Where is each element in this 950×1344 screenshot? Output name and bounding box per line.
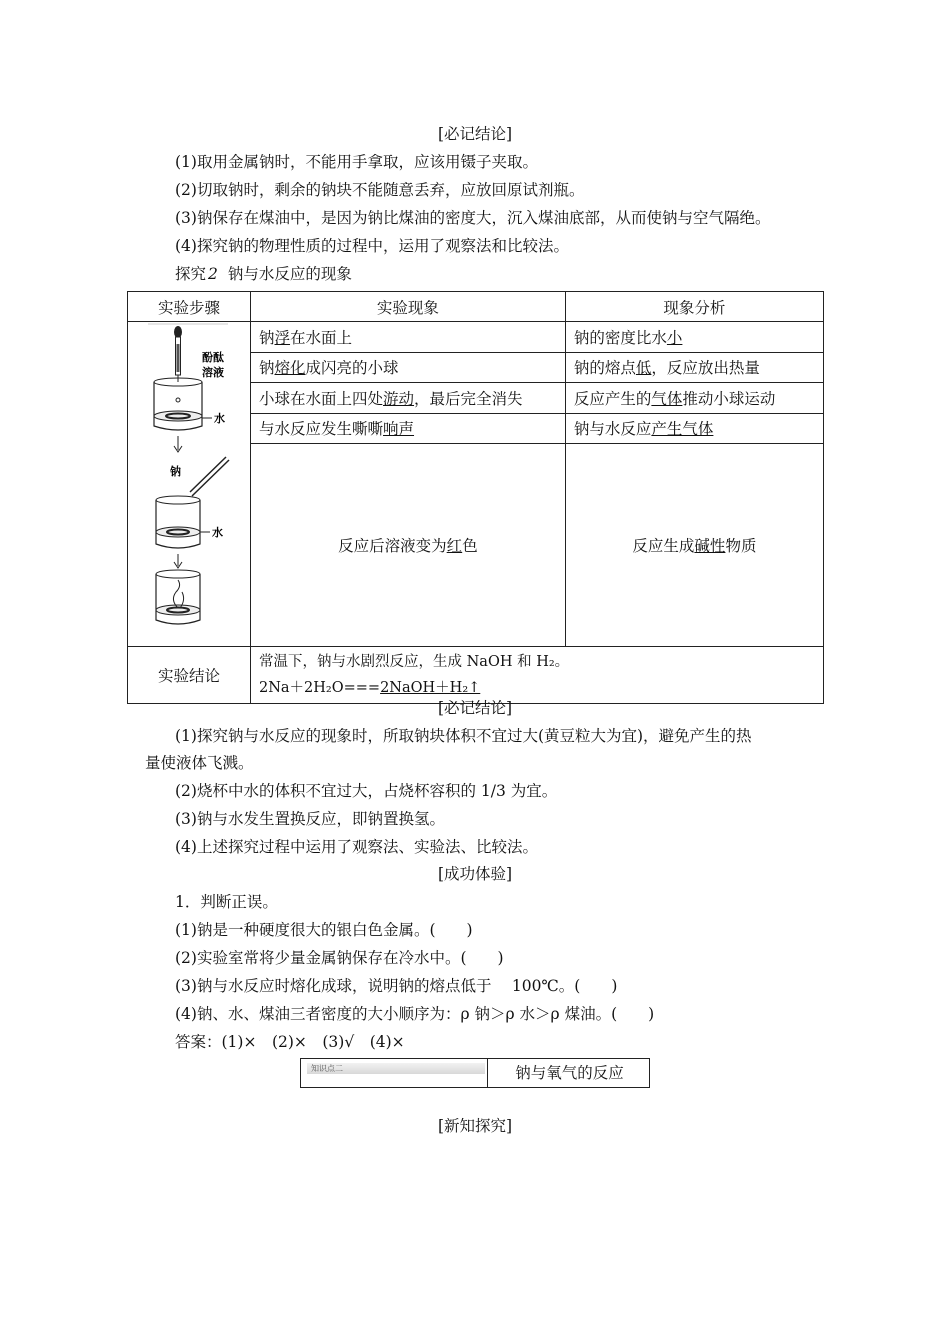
cell-text: 钠 (259, 359, 275, 378)
experiment-apparatus-figure (128, 322, 250, 642)
cell-text: 成闪亮的小球 (305, 359, 399, 378)
keyword: 红 (446, 537, 463, 556)
header-phenomena: 实验现象 (251, 292, 566, 322)
phenomenon-cell (251, 413, 566, 444)
beaker-icon (154, 378, 202, 430)
cell-text: 钠的密度比水 (573, 328, 667, 347)
cell-text: ，最后完全消失 (414, 389, 523, 408)
question-item: (4)钠、水、煤油三者密度的大小顺序为：ρ 钠＞ρ 水＞ρ 煤油。( ) (175, 1005, 655, 1023)
analysis-cell (565, 352, 823, 383)
conclusion-item: (4)上述探究过程中运用了观察法、实验法、比较法。 (175, 838, 538, 856)
keyword: 碱性 (694, 537, 726, 556)
conclusion-item-continued: 量使液体飞溅。 (145, 754, 254, 772)
conclusion-item: (4)探究钠的物理性质的过程中，运用了观察法和比较法。 (175, 237, 569, 255)
conclusion-item: (3)钠保存在煤油中，是因为钠比煤油的密度大，沉入煤油底部，从而使钠与空气隔绝。 (175, 209, 771, 227)
dropper-icon (174, 326, 182, 382)
conclusion-item: (2)切取钠时，剩余的钠块不能随意丢弃，应放回原试剂瓶。 (175, 181, 585, 199)
section-heading: [成功体验] (437, 865, 513, 883)
conclusion-item: (3)钠与水发生置换反应，即钠置换氢。 (175, 810, 445, 828)
cell-text: 推动小球运动 (682, 389, 776, 408)
conclusion-text: 常温下，钠与水剧烈反应，生成 NaOH 和 H₂。 (259, 654, 570, 670)
section-heading: [必记结论] (437, 699, 513, 717)
explore-topic: 钠与水反应的现象 (227, 265, 352, 283)
figure-label-phenol: 酚酞 (202, 351, 224, 364)
keyword: 浮 (274, 328, 291, 347)
cell-text: 物质 (725, 537, 757, 556)
keyword: 游动 (383, 389, 415, 408)
cell-text: 反应后溶液变为 (338, 537, 447, 556)
cell-text: ，反应放出热量 (651, 359, 760, 378)
keyword: 响声 (383, 420, 415, 439)
knowledge-point-tag: 知识点二 (307, 1063, 485, 1074)
conclusion-row (128, 647, 824, 704)
section-heading: [新知探究] (437, 1117, 513, 1135)
header-steps: 实验步骤 (128, 292, 251, 322)
question: 1．判断正误。 (175, 893, 278, 911)
arrow-down-icon (174, 554, 182, 568)
question-item: (3)钠与水反应时熔化成球，说明钠的熔点低于 100℃。( ) (175, 977, 618, 995)
explore-title (175, 264, 352, 284)
cell-text: 小球在水面上四处 (259, 389, 384, 408)
table-header-row (128, 292, 824, 322)
section-heading: [必记结论] (437, 125, 513, 143)
answer: 答案：(1)× (2)× (3)√ (4)× (175, 1033, 405, 1051)
question-item: (1)钠是一种硬度很大的银白色金属。( ) (175, 921, 473, 939)
figure-label-solution: 溶液 (202, 366, 224, 379)
experiment-figure-cell (128, 322, 251, 647)
cell-text: 钠的熔点 (573, 359, 636, 378)
conclusion-cell (251, 647, 824, 704)
analysis-cell (565, 413, 823, 444)
keyword: 低 (635, 359, 652, 378)
keyword: 熔化 (274, 359, 306, 378)
explore-number: 2 (208, 265, 218, 283)
figure-label-water: 水 (214, 412, 225, 425)
phenomenon-cell (251, 383, 566, 414)
cell-text: 钠 (259, 328, 275, 347)
conclusion-label: 实验结论 (128, 647, 251, 704)
tweezers-icon (190, 457, 229, 496)
cell-text: 色 (462, 537, 478, 556)
equation-right: 2NaOH＋H₂↑ (380, 680, 481, 696)
keyword: 气体 (651, 389, 683, 408)
phenomenon-cell (251, 322, 566, 353)
knowledge-point-title: 钠与氧气的反应 (487, 1059, 651, 1087)
cell-text: 与水反应发生嘶嘶 (259, 420, 384, 439)
figure-label-sodium: 钠 (170, 465, 181, 478)
cell-text: 钠与水反应 (573, 420, 652, 439)
conclusion-item: (1)取用金属钠时，不能用手拿取，应该用镊子夹取。 (175, 153, 538, 171)
beaker-icon (156, 496, 200, 548)
cell-text: 反应产生的 (573, 389, 652, 408)
phenomenon-cell (251, 444, 566, 647)
conclusion-item: (1)探究钠与水反应的现象时，所取钠块体积不宜过大(黄豆粒大为宜)，避免产生的热 (175, 727, 752, 745)
equation-left: 2Na＋2H₂O=== (259, 680, 381, 696)
arrow-down-icon (174, 436, 182, 452)
keyword: 小 (666, 328, 683, 347)
beaker-icon (156, 570, 200, 624)
table-row (128, 322, 824, 353)
analysis-cell (565, 383, 823, 414)
header-analysis: 现象分析 (565, 292, 823, 322)
conclusion-item: (2)烧杯中水的体积不宜过大，占烧杯容积的 1/3 为宜。 (175, 782, 558, 800)
phenomenon-cell (251, 352, 566, 383)
question-item: (2)实验室常将少量金属钠保存在冷水中。( ) (175, 949, 504, 967)
cell-text: 在水面上 (290, 328, 353, 347)
analysis-cell (565, 322, 823, 353)
figure-label-water: 水 (212, 526, 223, 539)
cell-text: 反应生成 (632, 537, 695, 556)
experiment-table (127, 291, 824, 704)
keyword: 产生气体 (651, 420, 714, 439)
analysis-cell (565, 444, 823, 647)
knowledge-point-box (300, 1058, 650, 1088)
explore-label: 探究 (175, 265, 207, 283)
